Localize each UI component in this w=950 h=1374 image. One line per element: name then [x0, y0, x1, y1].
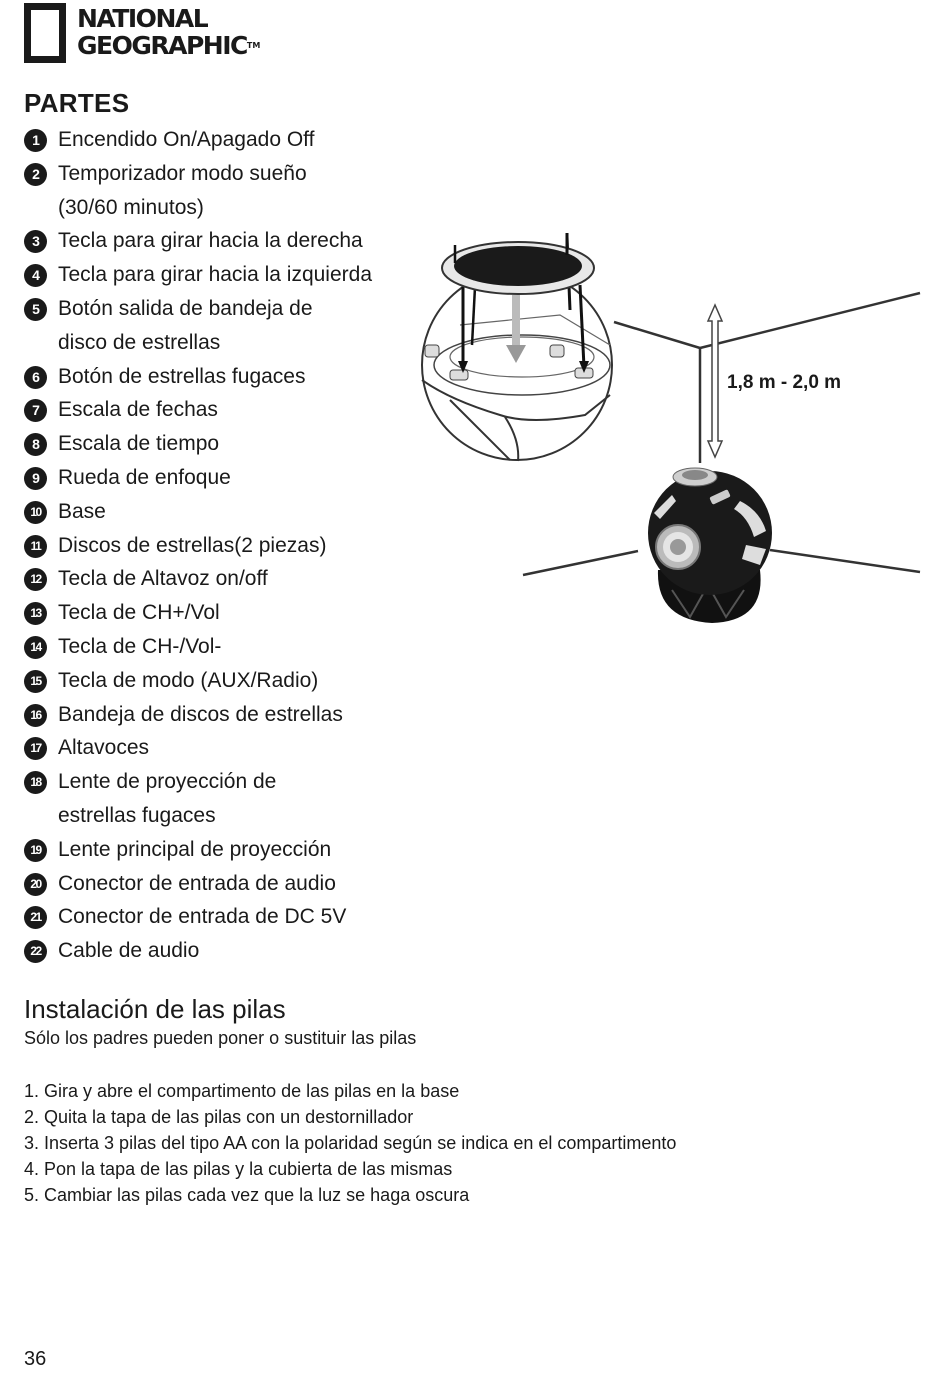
battery-step: 5. Cambiar las pilas cada vez que la luz se haga oscura [24, 1185, 470, 1205]
parts-list [24, 123, 424, 968]
part-item [24, 934, 424, 968]
logo-wordmark [77, 5, 260, 59]
part-number-badge: 6 [24, 366, 47, 389]
part-label: Tecla para girar hacia la izquierda [58, 263, 373, 287]
part-label: Base [58, 499, 106, 523]
part-label: Conector de entrada de audio [58, 871, 336, 895]
battery-steps-list [24, 1078, 676, 1208]
national-geographic-logo [24, 3, 264, 67]
part-label: Botón de estrellas fugaces [58, 364, 306, 388]
part-label: Lente de proyección de estrellas fugaces [58, 770, 277, 827]
logo-line-2: GEOGRAPHIC [77, 31, 247, 60]
part-label: Tecla de CH-/Vol- [58, 634, 222, 658]
logo-yellow-border-icon [24, 3, 66, 63]
part-item [24, 867, 424, 901]
part-item [24, 427, 424, 461]
projector-icon [648, 468, 772, 623]
part-number-badge: 5 [24, 298, 47, 321]
part-item [24, 833, 424, 867]
part-number-badge: 7 [24, 399, 47, 422]
height-arrow-icon [708, 305, 722, 457]
part-item [24, 630, 424, 664]
part-number-badge: 11 [24, 535, 47, 558]
part-item [24, 562, 424, 596]
part-number-badge: 9 [24, 467, 47, 490]
part-item [24, 698, 424, 732]
star-disc-icon [442, 233, 594, 294]
part-number-badge: 4 [24, 264, 47, 287]
page-number: 36 [24, 1348, 47, 1370]
part-number-badge: 22 [24, 940, 47, 963]
part-number-badge: 13 [24, 602, 47, 625]
part-item [24, 529, 424, 563]
part-label: Encendido On/Apagado Off [58, 128, 315, 151]
part-item [24, 393, 424, 427]
part-number-badge: 19 [24, 839, 47, 862]
part-number-badge: 12 [24, 568, 47, 591]
part-number-badge: 14 [24, 636, 47, 659]
height-range-label: 1,8 m - 2,0 m [727, 372, 842, 393]
battery-step: 2. Quita la tapa de las pilas con un destornillador [24, 1107, 414, 1127]
part-number-badge: 3 [24, 230, 47, 253]
part-label: Rueda de enfoque [58, 465, 231, 489]
part-item [24, 731, 424, 765]
part-label: Discos de estrellas(2 piezas) [58, 533, 327, 557]
part-label: Escala de fechas [58, 398, 218, 422]
part-item [24, 664, 424, 698]
battery-warning-subtitle: Sólo los padres pueden poner o sustituir las pilas [24, 1028, 417, 1048]
part-label: Escala de tiempo [58, 432, 220, 456]
part-item [24, 292, 424, 360]
part-number-badge: 16 [24, 704, 47, 727]
part-number-badge: 20 [24, 873, 47, 896]
battery-installation-heading: Instalación de las pilas [24, 994, 286, 1024]
part-item [24, 461, 424, 495]
trademark: TM [246, 41, 261, 50]
part-item [24, 596, 424, 630]
part-item [24, 123, 424, 157]
part-label: Botón salida de bandeja de disco de estrellas [58, 296, 313, 354]
projector-installation-illustration [410, 225, 930, 645]
part-number-badge: 15 [24, 670, 47, 693]
part-item [24, 765, 424, 833]
battery-step: 4. Pon la tapa de las pilas y la cubierta de las mismas [24, 1159, 453, 1179]
part-label: Tecla de Altavoz on/off [58, 567, 268, 591]
part-item [24, 258, 424, 292]
part-number-badge: 21 [24, 906, 47, 929]
part-item [24, 360, 424, 394]
parts-heading: PARTES [24, 88, 130, 118]
part-number-badge: 18 [24, 771, 47, 794]
battery-step: 1. Gira y abre el compartimento de las pilas en la base [24, 1081, 460, 1101]
battery-step: 3. Inserta 3 pilas del tipo AA con la polaridad según se indica en el compartimento [24, 1133, 677, 1153]
part-item [24, 157, 424, 225]
part-number-badge: 17 [24, 737, 47, 760]
part-label: Tecla de CH+/Vol [58, 601, 220, 625]
part-label: Temporizador modo sueño (30/60 minutos) [58, 161, 307, 219]
logo-line-1: NATIONAL [77, 4, 208, 33]
part-item [24, 900, 424, 934]
part-number-badge: 1 [24, 129, 47, 152]
part-label: Lente principal de proyección [58, 837, 332, 861]
part-number-badge: 10 [24, 501, 47, 524]
part-number-badge: 2 [24, 163, 47, 186]
part-label: Altavoces [58, 736, 150, 760]
part-item [24, 224, 424, 258]
part-item [24, 495, 424, 529]
part-number-badge: 8 [24, 433, 47, 456]
part-label: Tecla para girar hacia la derecha [58, 229, 363, 253]
part-label: Bandeja de discos de estrellas [58, 702, 343, 726]
part-label: Conector de entrada de DC 5V [58, 905, 347, 929]
part-label: Tecla de modo (AUX/Radio) [58, 668, 319, 692]
part-label: Cable de audio [58, 939, 200, 963]
